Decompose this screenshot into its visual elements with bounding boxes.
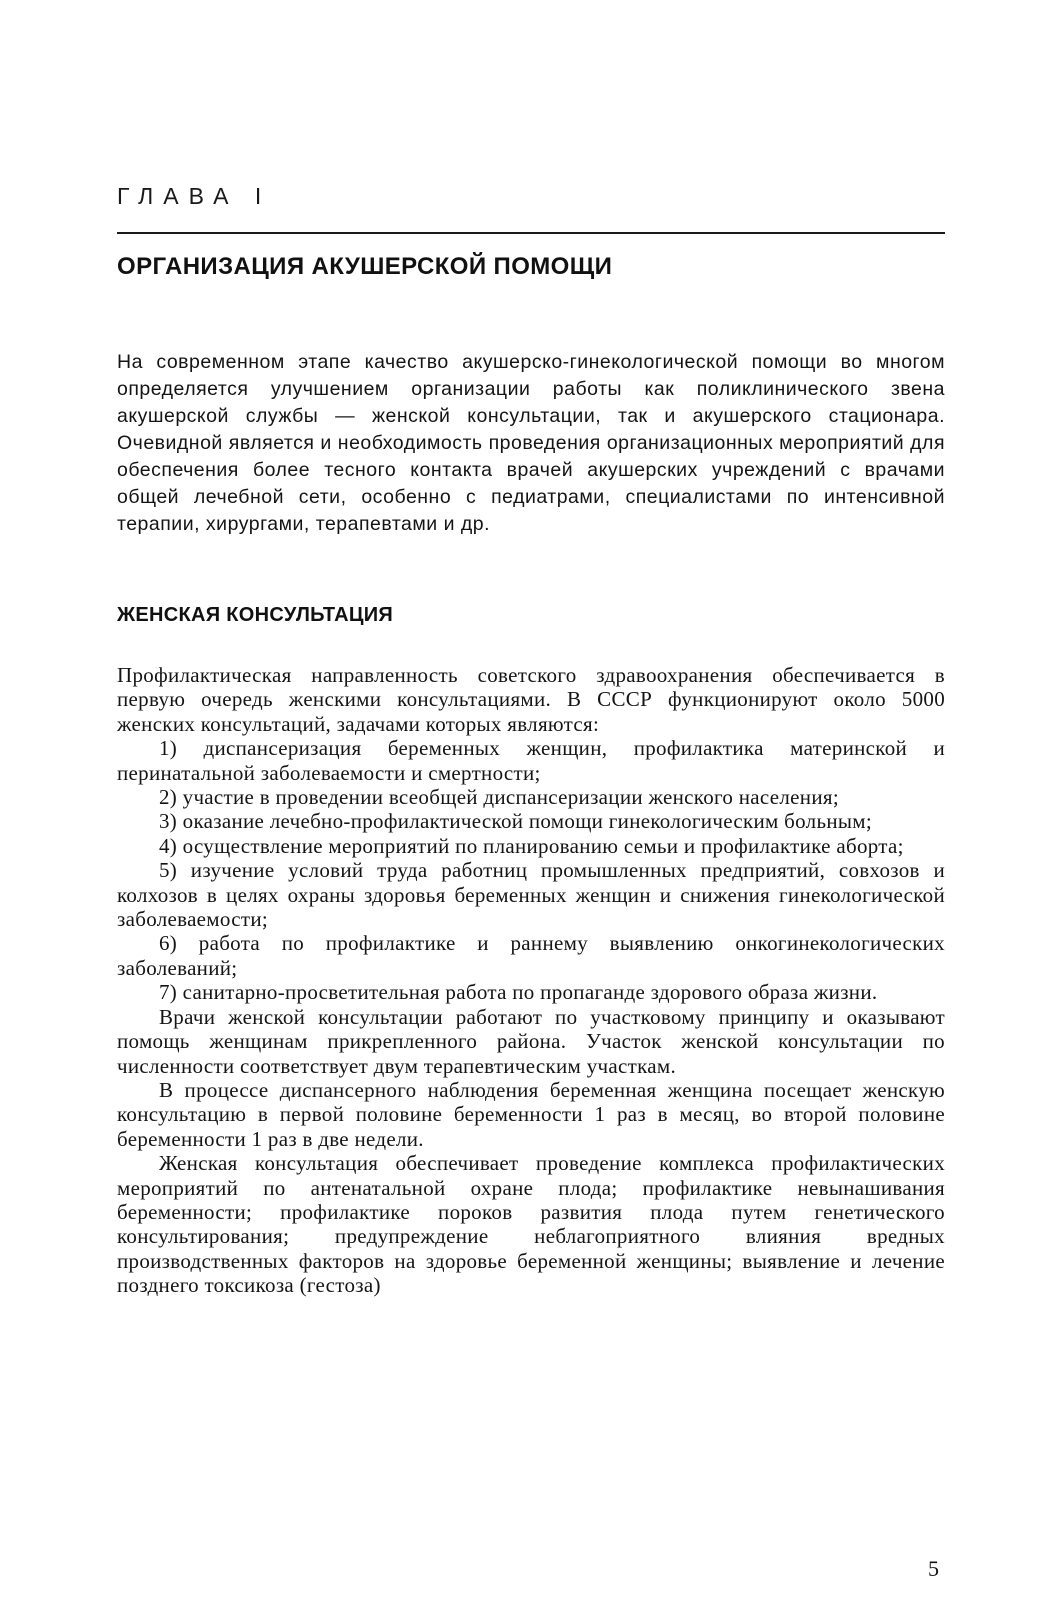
- book-page: [117, 0, 945, 1600]
- task-list-item: 4) осуществление мероприятий по планированию семьи и профилактике аборта;: [159, 833, 904, 858]
- chapter-divider: [117, 232, 945, 234]
- page-number: 5: [928, 1556, 939, 1581]
- task-list-item: 3) оказание лечебно-профилактической помощи гинекологическим больным;: [159, 809, 872, 834]
- task-list-item: 1) диспансеризация беременных женщин, профилактика материнской и перинатальной заболеваемости и смертности;: [117, 736, 945, 785]
- task-list-item: 7) санитарно-просветительная работа по пропаганде здорового образа жизни.: [159, 980, 878, 1005]
- body-paragraph: В процессе диспансерного наблюдения беременная женщина посещает женскую консультацию в первой половине беременности 1 раз в месяц, во второй половине беременности 1 раз в две недели.: [117, 1077, 945, 1151]
- section-body: [117, 663, 945, 1298]
- task-list-item: 6) работа по профилактике и раннему выявлению онкогинекологических заболеваний;: [117, 931, 945, 980]
- section-heading: ЖЕНСКАЯ КОНСУЛЬТАЦИЯ: [117, 604, 394, 626]
- body-paragraph: Женская консультация обеспечивает проведение комплекса профилактических мероприятий по антенатальной охране плода; профилактике невынашивания беременности; профилактике пороков развития плода путем генетического консультирования; предупреждение неблагоприятного влияния вредных производственных факторов на здоровье беременной женщины; выявление и лечение позднего токсикоза (гестоза): [117, 1151, 945, 1298]
- chapter-label: ГЛАВА I: [117, 183, 272, 209]
- body-paragraph: Врачи женской консультации работают по участковому принципу и оказывают помощь женщинам прикрепленного района. Участок женской консультации по численности соответствует двум терапевтическим участкам.: [117, 1004, 945, 1078]
- section-lead-paragraph: Профилактическая направленность советского здравоохранения обеспечивается в первую очередь женскими консультациями. В СССР функционируют около 5000 женских консультаций, задачами которых являются:: [117, 663, 945, 736]
- chapter-title: ОРГАНИЗАЦИЯ АКУШЕРСКОЙ ПОМОЩИ: [117, 253, 613, 280]
- task-list-item: 2) участие в проведении всеобщей диспансеризации женского населения;: [159, 785, 839, 810]
- task-list-item: 5) изучение условий труда работниц промышленных предприятий, совхозов и колхозов в целях охраны здоровья беременных женщин и снижения гинекологической заболеваемости;: [117, 858, 945, 932]
- intro-paragraph: На современном этапе качество акушерско-гинекологической помощи во многом определяется улучшением организации работы как поликлинического звена акушерской службы — женской консультации, так и акушерского стационара. Очевидной является и необходимость проведения организационных мероприятий для обеспечения более тесного контакта врачей акушерских учреждений с врачами общей лечебной сети, особенно с педиатрами, специалистами по интенсивной терапии, хирургами, терапевтами и др.: [117, 351, 945, 535]
